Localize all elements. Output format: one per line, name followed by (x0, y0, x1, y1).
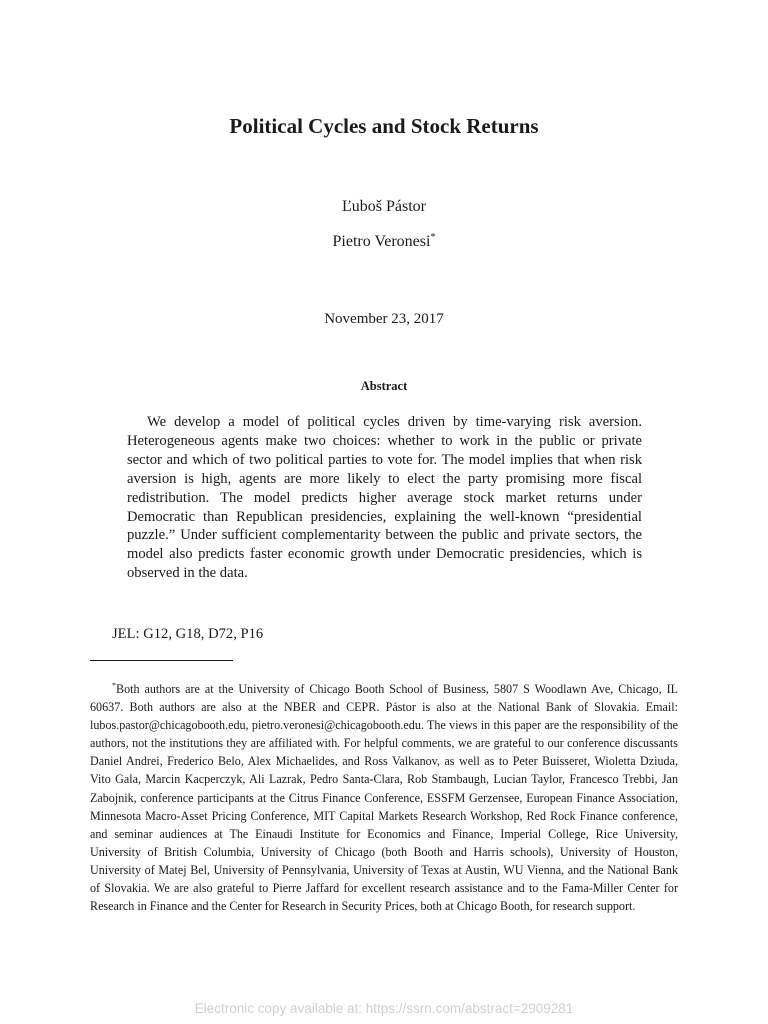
footnote-mark: * (112, 681, 116, 690)
author-name-text: Pietro Veronesi (332, 233, 431, 250)
paper-date: November 23, 2017 (324, 311, 444, 327)
author-name (0, 232, 768, 252)
jel-codes: JEL: G12, G18, D72, P16 (112, 626, 264, 642)
footnote-divider (90, 660, 233, 661)
abstract-heading: Abstract (360, 379, 408, 393)
author-name-text: Ľuboš Pástor (342, 198, 426, 215)
footnote-text: Both authors are at the University of Chicago Booth School of Business, 5807 S Woodlawn Ave, Chicago, IL 60637. Both authors are also at the NBER and CEPR. Pástor is also at the National Bank of Slovakia. Email: lubos.pastor@chicagobooth.edu, pietro.veronesi@chicagobooth.edu. The views in this paper are the responsibility of the authors, not the institutions they are affiliated with. For helpful comments, we are grateful to our conference discussants Daniel Andrei, Frederico Belo, Alex Michaelides, and Ross Valkanov, as well as to Peter Buisseret, Wioletta Dziuda, Vito Gala, Marcin Kacperczyk, Ali Lazrak, Pedro Santa-Clara, Rob Stambaugh, Lucian Taylor, Francesco Trebbi, Jan Zabojnik, conference participants at the Citrus Finance Conference, ESSFM Gerzensee, European Finance Association, Minnesota Macro-Asset Pricing Conference, MIT Capital Markets Research Workshop, Red Rock Finance conference, and seminar audiences at The Einaudi Institute for Economics and Finance, Imperial College, Rice University, University of British Columbia, University of Chicago (both Booth and Harris schools), University of Houston, University of Matej Bel, University of Pennsylvania, University of Texas at Austin, WU Vienna, and the National Bank of Slovakia. We are also grateful to Pierre Jaffard for excellent research assistance and to the Fama-Miller Center for Research in Finance and the Center for Research in Security Prices, both at Chicago Booth, for research support. (90, 682, 678, 914)
ssrn-notice-link[interactable]: Electronic copy available at: https://ssrn.com/abstract=2909281 (194, 1001, 574, 1016)
abstract-text: We develop a model of political cycles driven by time-varying risk aversion. Heterogeneous agents make two choices: whether to work in the public or private sector and which of two political parties to vote for. The model implies that when risk aversion is high, agents are more likely to elect the party promising more fiscal redistribution. The model predicts higher average stock market returns under Democratic than Republican presidencies, explaining the well-known “presidential puzzle.” Under sufficient complementarity between the public and private sectors, the model also predicts faster economic growth under Democratic presidencies, which is observed in the data. (127, 414, 642, 582)
footnote (90, 680, 678, 915)
paper-title: Political Cycles and Stock Returns (229, 114, 539, 138)
author-name (0, 197, 768, 217)
author-footnote-mark: * (430, 232, 436, 243)
